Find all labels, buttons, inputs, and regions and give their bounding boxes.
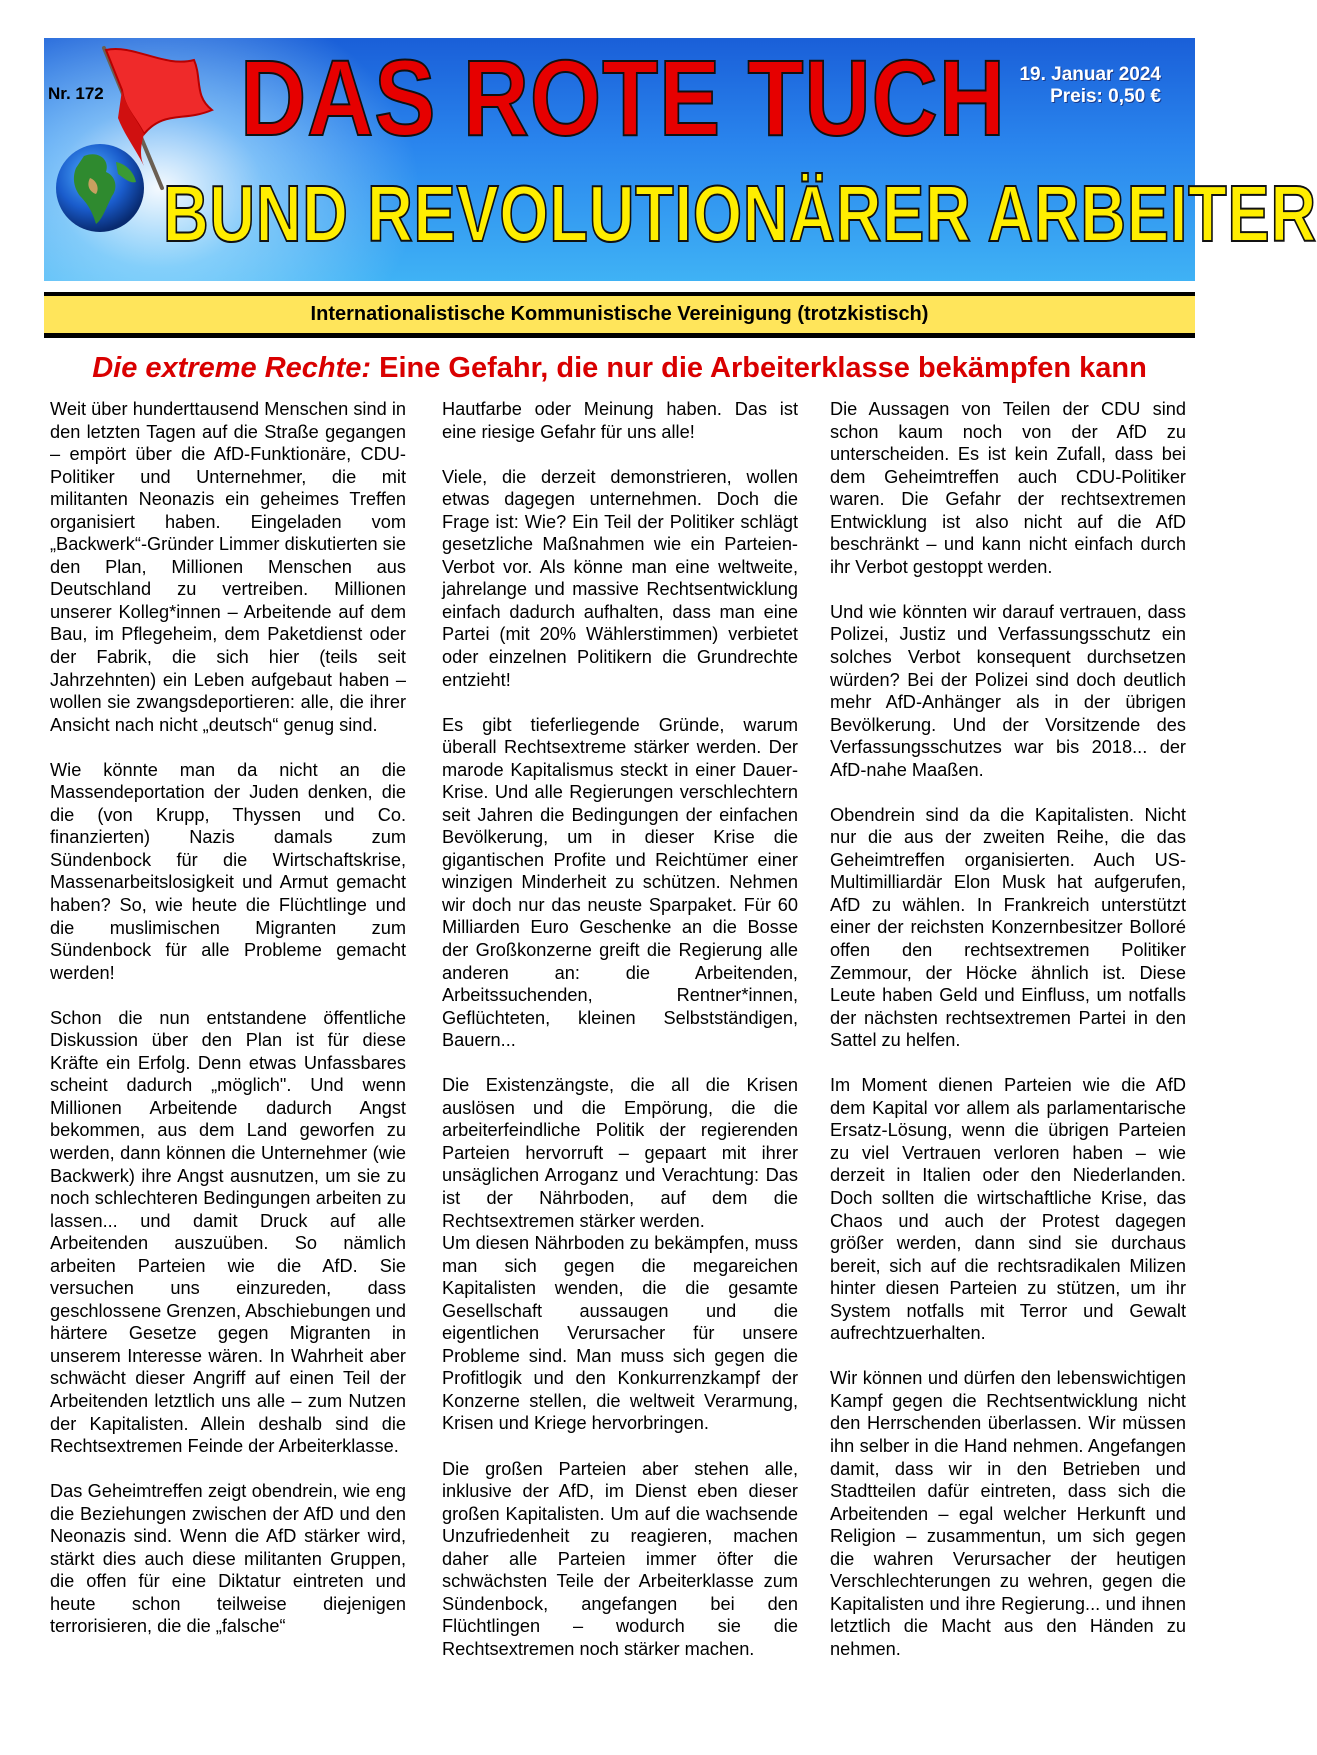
article-column-2 (442, 398, 798, 1683)
issue-info (1019, 64, 1161, 108)
paragraph: Die großen Parteien aber stehen alle, inklusive der AfD, im Dienst eben dieser großen Kapitalisten. Um auf die wachsende Unzufriedenheit zu reagieren, machen daher alle Parteien immer öfter die schwächsten Teile der Arbeiterklasse zum Sündenbock, angefangen bei den Flüchtlingen – wodurch sie die Rechtsextremen noch stärker machen. (442, 1458, 798, 1659)
paragraph: Die Aussagen von Teilen der CDU sind schon kaum noch von der AfD zu unterscheiden. Es ist kein Zufall, dass bei dem Geheimtreffen auch CDU-Politiker waren. Die Gefahr der rechtsextremen Entwicklung ist also nicht auf die AfD beschränkt – und kann nicht einfach durch ihr Verbot gestoppt werden. (830, 399, 1186, 577)
paragraph: Wir können und dürfen den lebenswichtigen Kampf gegen die Rechtsentwicklung nicht den Herrschenden überlassen. Wir müssen ihn selber in die Hand nehmen. Angefangen damit, dass wir in den Betrieben und Stadtteilen dafür eintreten, dass sich die Arbeitenden – egal welcher Herkunft und Religion – zusammentun, um sich gegen die wahren Verursacher der heutigen Verschlechterungen zu wehren, gegen die Kapitalisten und ihre Regierung... und ihnen letztlich die Macht aus den Händen zu nehmen. (830, 1368, 1186, 1659)
paragraph: Im Moment dienen Parteien wie die AfD dem Kapital vor allem als parlamentarische Ersatz-Lösung, wenn die übrigen Parteien zu viel Vertrauen verloren haben – wie derzeit in Italien oder den Niederlanden. Doch sollten die wirtschaftliche Krise, das Chaos und auch der Protest dagegen größer werden, dann sind sie durchaus bereit, sich auf die rechtsradikalen Milizen hinter diesen Parteien zu stützen, um ihr System notfalls mit Terror und Gewalt aufrechtzuerhalten. (830, 1075, 1186, 1344)
paragraph: Hautfarbe oder Meinung haben. Das ist eine riesige Gefahr für uns alle! (442, 399, 798, 442)
article-headline (44, 352, 1195, 385)
paragraph: Schon die nun entstandene öffentliche Diskussion über den Plan ist für diese Kräfte ein Erfolg. Denn etwas Unfassbares scheint dadurch „möglich". Und wenn Millionen Arbeitende dadurch Angst bekommen, aus dem Land geworfen zu werden, dann können die Unternehmer (wie Backwerk) ihre Angst ausnutzen, um sie zu noch schlechteren Bedingungen arbeiten zu lassen... und damit Druck auf alle Arbeitenden auszuüben. So nämlich arbeiten Parteien wie die AfD. Sie versuchen uns einzureden, dass geschlossene Grenzen, Abschiebungen und härtere Gesetze gegen Migranten in unserem Interesse wären. In Wahrheit aber schwächt dieser Angriff auf einen Teil der Arbeitenden letztlich uns alle – zum Nutzen der Kapitalisten. Allein deshalb sind die Rechtsextremen Feinde der Arbeiterklasse. (50, 1007, 406, 1457)
paragraph: Weit über hunderttausend Menschen sind in den letzten Tagen auf die Straße gegangen – empört über die AfD-Funktionäre, CDU-Politiker und Unternehmer, die mit militanten Neonazis ein geheimes Treffen organisiert haben. Eingeladen vom „Backwerk“-Gründer Limmer diskutierten sie den Plan, Millionen Menschen aus Deutschland zu vertreiben. Millionen unserer Kolleg*innen – Arbeitende auf dem Bau, im Pflegeheim, dem Paketdienst oder der Fabrik, die sich hier (teils seit Jahrzehnten) ein Leben aufgebaut haben – wollen sie zwangsdeportieren: alle, die ihrer Ansicht nach nicht „deutsch“ genug sind. (50, 399, 406, 735)
headline-lead: Die extreme Rechte: (92, 352, 372, 384)
newspaper-title: DAS ROTE TUCH (240, 37, 1006, 158)
paragraph: Es gibt tieferliegende Gründe, warum überall Rechtsextreme stärker werden. Der marode Kapitalismus steckt in einer Dauer-Krise. Und alle Regierungen verschlechtern seit Jahren die Bedingungen der einfachen Bevölkerung, um in dieser Krise die gigantischen Profite und Reichtümer einer winzigen Minderheit zu schützen. Nehmen wir doch nur das neuste Sparpaket. Für 60 Milliarden Euro Geschenke an die Bosse der Großkonzerne greift die Regierung alle anderen an: die Arbeitenden, Arbeitssuchenden, Rentner*innen, Geflüchteten, kleinen Selbstständigen, Bauern... (442, 714, 798, 1051)
paragraph: Die Existenzängste, die all die Krisen auslösen und die Empörung, die die arbeiterfeindliche Politik der regierenden Parteien hervorruft – gepaart mit ihrer unsäglichen Arroganz und Verachtung: Das ist der Nährboden, auf dem die Rechtsextremen stärker werden. (442, 1075, 798, 1231)
article-column-1 (50, 398, 406, 1660)
organization-subtitle: Internationalistische Kommunistische Vereinigung (trotzkistisch) (44, 292, 1195, 338)
issue-date: 19. Januar 2024 (1019, 64, 1161, 85)
issue-number: Nr. 172 (48, 84, 104, 103)
paragraph: Obendrein sind da die Kapitalisten. Nicht nur die aus der zweiten Reihe, die das Geheimtreffen organisierten. Auch US-Multimilliardär Elon Musk hat aufgerufen, AfD zu wählen. In Frankreich unterstützt einer der reichsten Konzernbesitzer Bolloré offen den rechtsextremen Politiker Zemmour, der Höcke ähnlich ist. Diese Leute haben Geld und Einfluss, um notfalls der nächsten rechtsextremen Partei in den Sattel zu helfen. (830, 804, 1186, 1051)
paragraph: Und wie könnten wir darauf vertrauen, dass Polizei, Justiz und Verfassungsschutz ein solches Verbot konsequent durchsetzen würden? Bei der Polizei sind doch deutlich mehr AfD-Anhänger als in der übrigen Bevölkerung. Und der Vorsitzende des Verfassungsschutzes war bis 2018... der AfD-nahe Maaßen. (830, 601, 1186, 780)
paragraph: Das Geheimtreffen zeigt obendrein, wie eng die Beziehungen zwischen der AfD und den Neonazis sind. Wenn die AfD stärker wird, stärkt dies auch diese militanten Gruppen, die offen für eine Diktatur eintreten und heute schon teilweise diejenigen terrorisieren, die die „falsche“ (50, 1481, 406, 1637)
headline-rest: Eine Gefahr, die nur die Arbeiterklasse bekämpfen kann (371, 352, 1147, 384)
paragraph: Um diesen Nährboden zu bekämpfen, muss man sich gegen die megareichen Kapitalisten wenden, die die gesamte Gesellschaft aussaugen und die eigentlichen Verursacher für unsere Probleme sind. Man muss sich gegen die Profitlogik und den Konkurrenzkampf der Konzerne stellen, die weltweit Verarmung, Krisen und Kriege hervorbringen. (442, 1233, 798, 1434)
price: Preis: 0,50 € (1050, 86, 1161, 107)
paragraph: Viele, die derzeit demonstrieren, wollen etwas dagegen unternehmen. Doch die Frage ist: Wie? Ein Teil der Politiker schlägt gesetzliche Maßnahmen wie ein Parteien-Verbot vor. Als könne man eine weltweite, jahrelange und massive Rechtsentwicklung einfach dadurch aufhalten, dass man eine Partei (mit 20% Wählerstimmen) verbietet oder einzelnen Politikern die Grundrechte entzieht! (442, 466, 798, 690)
masthead (44, 37, 1317, 281)
article-column-3 (830, 398, 1186, 1683)
organization-name: BUND REVOLUTIONÄRER ARBEITER (163, 169, 1317, 258)
paragraph: Wie könnte man da nicht an die Massendeportation der Juden denken, die die (von Krupp, Thyssen und Co. finanzierten) Nazis damals zum Sündenbock für die Wirtschaftskrise, Massenarbeitslosigkeit und Armut gemacht haben? So, wie heute die Flüchtlinge und die muslimischen Migranten zum Sündenbock für alle Probleme gemacht werden! (50, 759, 406, 983)
